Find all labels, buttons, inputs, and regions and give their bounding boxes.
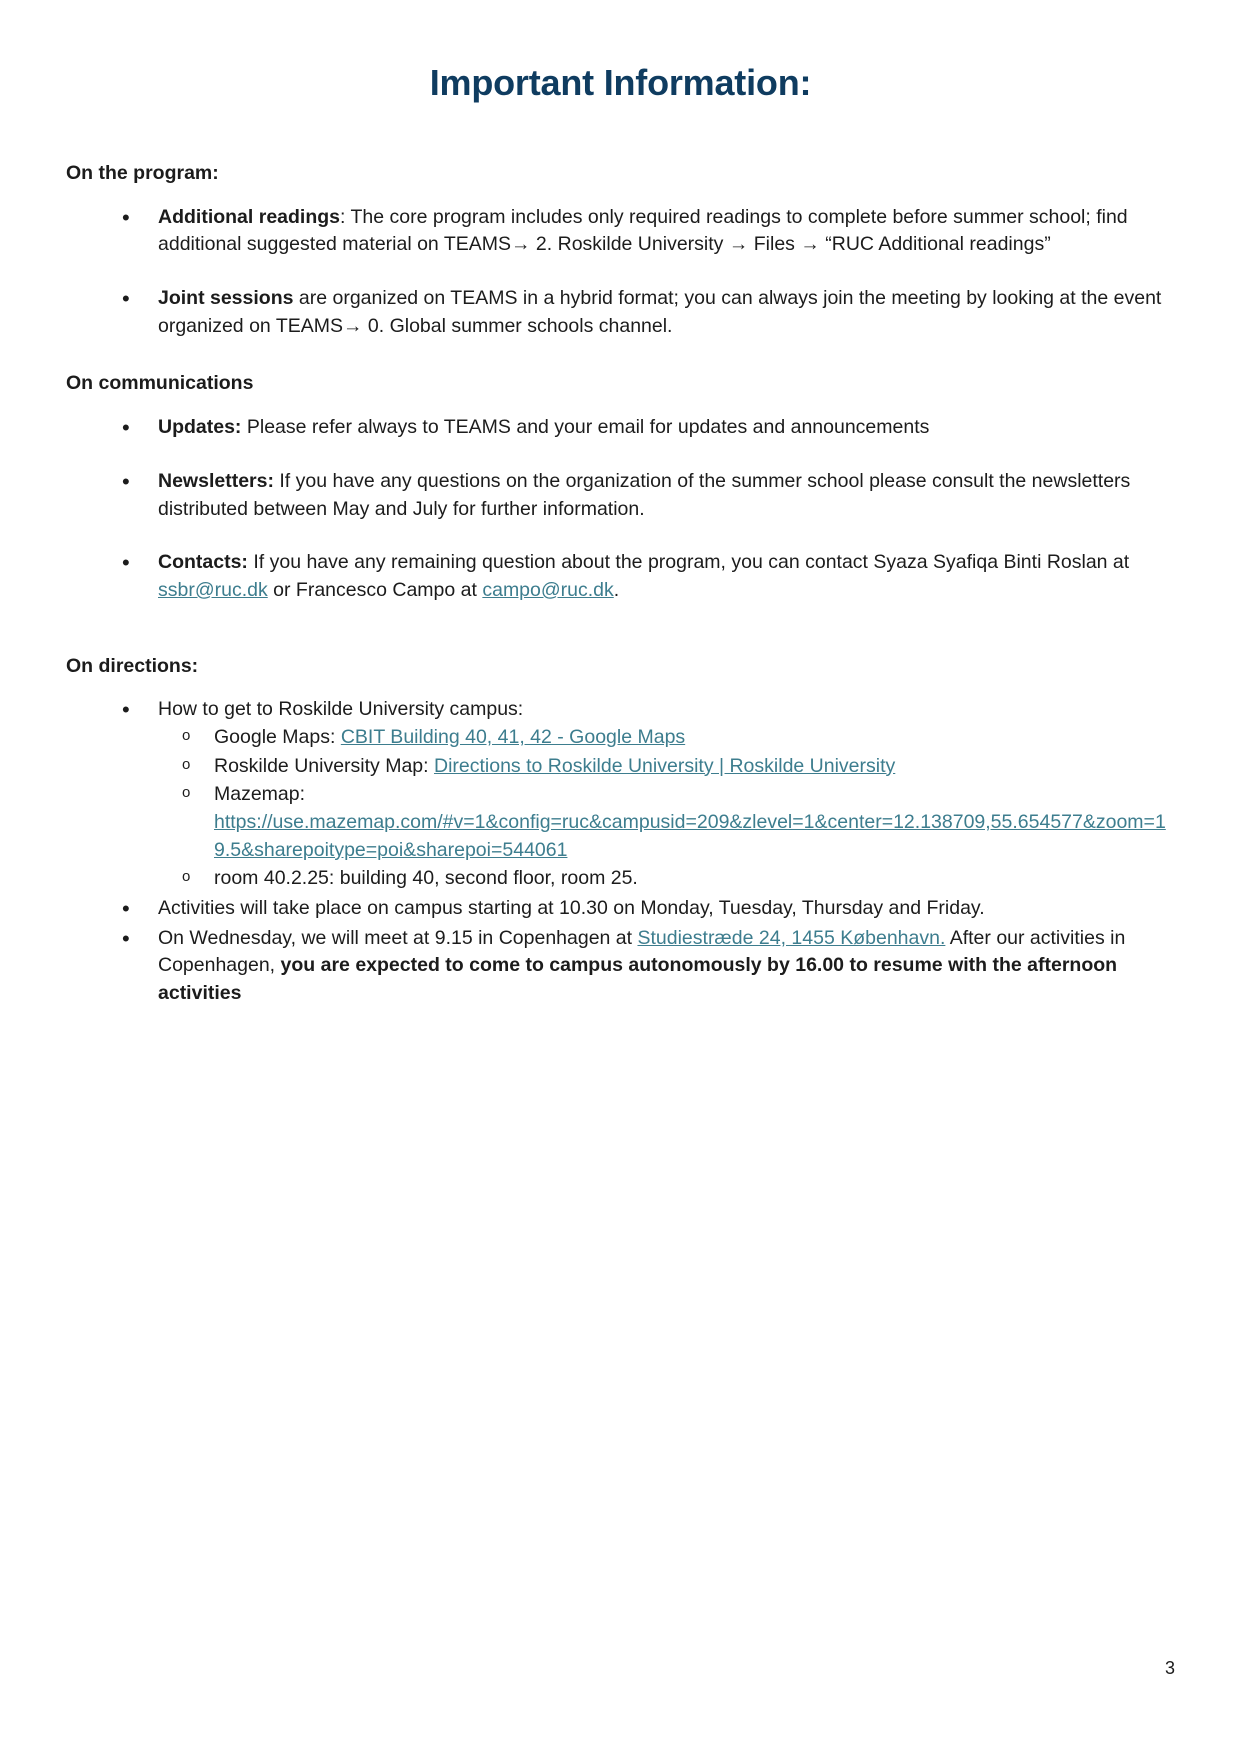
- sub-bullet-label: Roskilde University Map:: [214, 754, 434, 777]
- directions-sub-bullet-list: [158, 724, 1175, 893]
- section-heading-program: On the program:: [66, 162, 219, 184]
- bullet-updates: [108, 414, 1175, 442]
- mazemap-url-link[interactable]: https://use.mazemap.com/#v=1&config=ruc&campusid=209&zlevel=1&center=12.138709,55.654577&zoom=19.5&sharepoitype=poi&sharepoi=544061: [214, 811, 1166, 861]
- document-body: [0, 160, 1241, 1008]
- page-title: Important Information:: [429, 62, 812, 103]
- bullet-joint-sessions: [108, 285, 1175, 340]
- bullet-activities-on-campus: [108, 895, 1175, 923]
- bullet-text-between: or Francesco Campo at: [267, 578, 483, 601]
- email-link-campo[interactable]: campo@ruc.dk: [482, 578, 614, 601]
- bullet-text: How to get to Roskilde University campus:: [158, 698, 524, 721]
- section-heading-directions: On directions:: [66, 654, 199, 677]
- bullet-text: If you have any questions on the organization of the summer school please consult the newsletters distributed between May and July for further information.: [158, 469, 1131, 520]
- bullet-lead-label: Contacts:: [158, 551, 248, 574]
- bullet-text: Activities will take place on campus starting at 10.30 on Monday, Tuesday, Thursday and Friday.: [158, 897, 985, 920]
- bullet-contacts: [108, 549, 1175, 604]
- sub-bullet-mazemap: [158, 781, 1175, 864]
- bullet-text-after: .: [613, 578, 620, 601]
- bullet-lead-label: Additional readings: [158, 205, 341, 228]
- roskilde-university-map-link[interactable]: Directions to Roskilde University | Roskilde University: [433, 754, 896, 777]
- bullet-wednesday-copenhagen: [108, 925, 1175, 1008]
- bullet-lead-suffix: :: [340, 205, 346, 228]
- bullet-lead-label: Newsletters:: [158, 469, 274, 492]
- bullet-newsletters: [108, 468, 1175, 523]
- sub-bullet-label: Mazemap:: [214, 783, 306, 806]
- page-number: 3: [1164, 1658, 1175, 1678]
- google-maps-link[interactable]: CBIT Building 40, 41, 42 - Google Maps: [340, 725, 686, 748]
- directions-bullet-list: [66, 696, 1175, 1008]
- bullet-text: Please refer always to TEAMS and your email for updates and announcements: [241, 416, 930, 439]
- bullet-how-to-get-to-campus: [108, 696, 1175, 893]
- studiestraede-address-link[interactable]: Studiestræde 24, 1455 København.: [637, 926, 946, 949]
- sub-bullet-google-maps: [158, 724, 1175, 752]
- section-heading-communications: On communications: [66, 372, 254, 395]
- bullet-text-before: On Wednesday, we will meet at 9.15 in Copenhagen at: [158, 926, 638, 949]
- program-bullet-list: [66, 204, 1175, 341]
- bullet-lead-label: Updates:: [158, 416, 242, 439]
- bullet-text: are organized on TEAMS in a hybrid format; you can always join the meeting by looking at the event organized on TEAMS→ 0. Global summer schools channel.: [158, 287, 1162, 337]
- bullet-text-after: After our activities in Copenhagen,: [158, 926, 1126, 977]
- bullet-bold-tail: you are expected to come to campus autonomously by 16.00 to resume with the afternoon activities: [158, 954, 1118, 1005]
- sub-bullet-label: Google Maps:: [214, 725, 341, 748]
- sub-bullet-room: [158, 865, 1175, 893]
- bullet-text: If you have any remaining question about the program, you can contact Syaza Syafiqa Binti Roslan at: [247, 551, 1130, 574]
- bullet-text: The core program includes only required readings to complete before summer school; find additional suggested material on TEAMS→ 2. Roskilde University → Files → “RUC Additional readings”: [158, 205, 1128, 256]
- sub-bullet-text: room 40.2.25: building 40, second floor, room 25.: [214, 867, 638, 890]
- communications-bullet-list: [66, 414, 1175, 604]
- bullet-lead-label: Joint sessions: [158, 287, 294, 310]
- sub-bullet-roskilde-university-map: [158, 753, 1175, 781]
- email-link-ssbr[interactable]: ssbr@ruc.dk: [158, 578, 268, 601]
- bullet-additional-readings: [108, 204, 1175, 259]
